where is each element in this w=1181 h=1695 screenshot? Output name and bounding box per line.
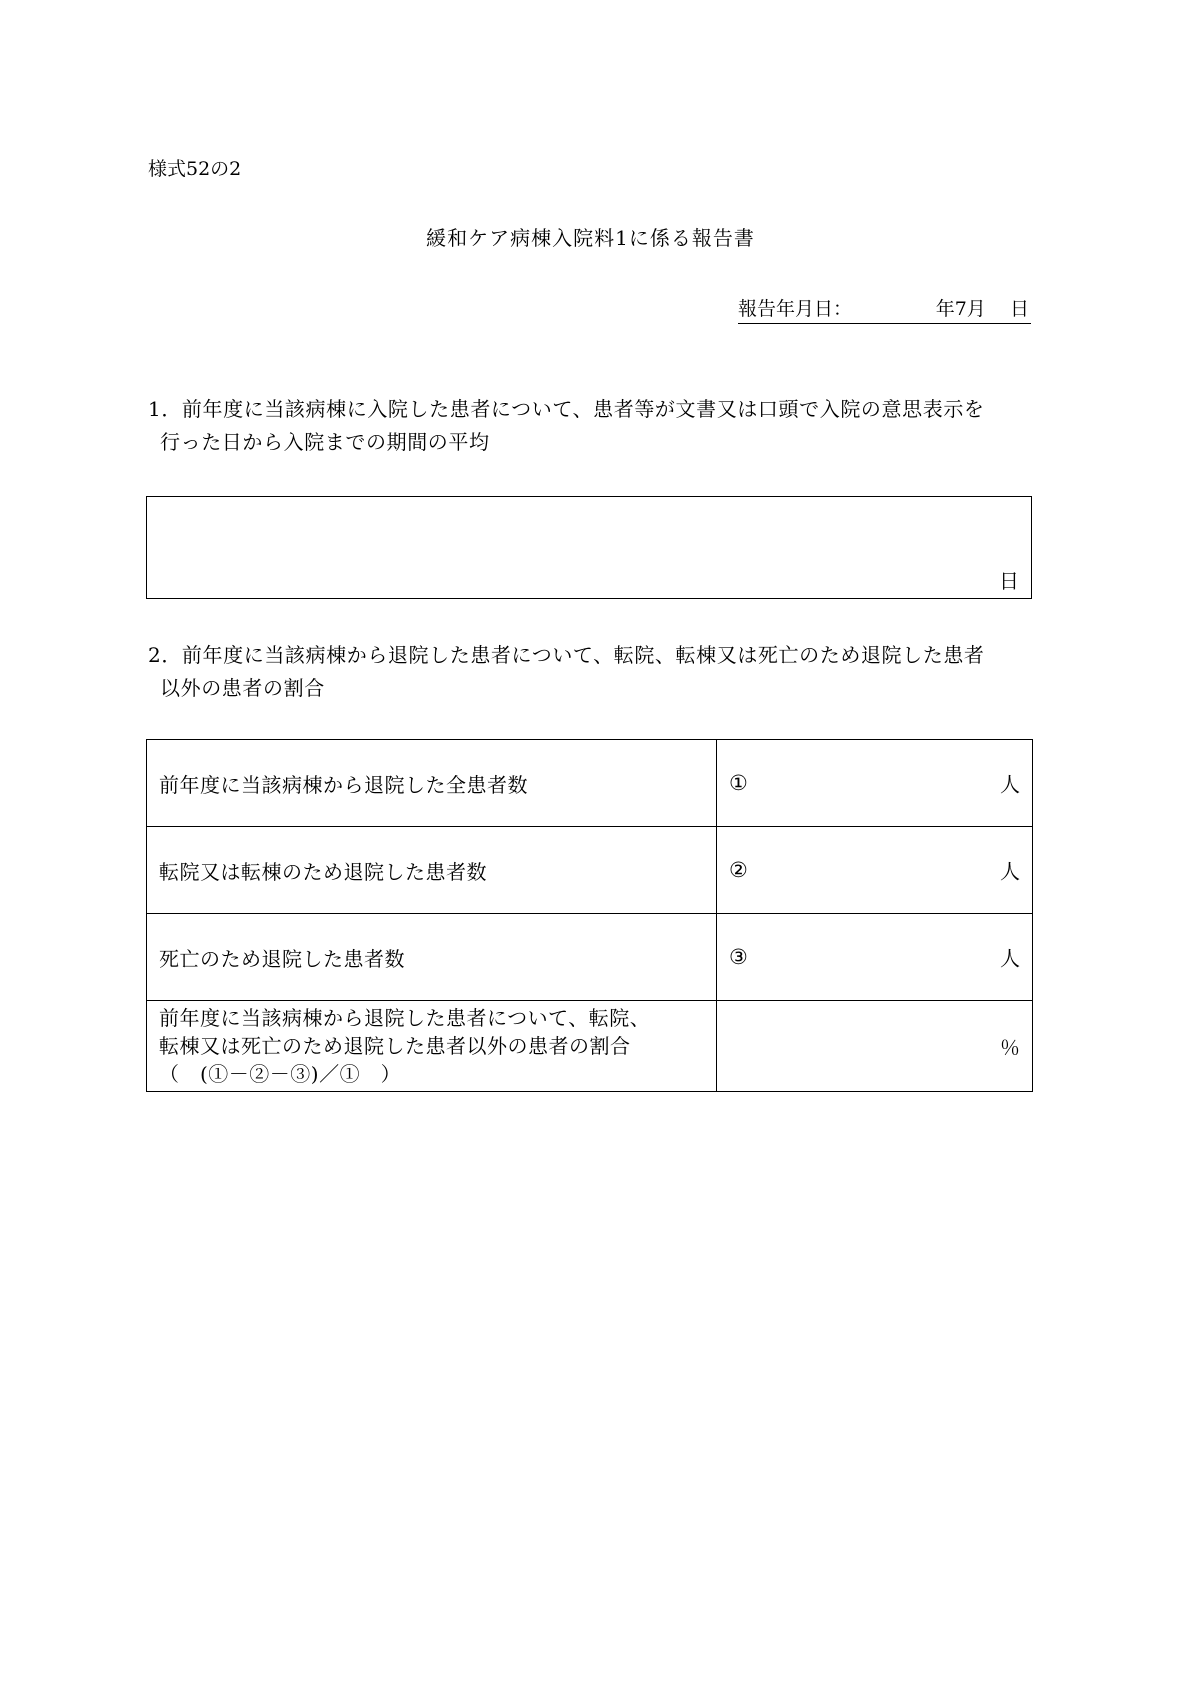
section1-heading [148, 393, 1038, 459]
circled-number: ③ [729, 945, 748, 969]
table-row [147, 740, 1033, 827]
section1-answer-box[interactable] [146, 496, 1032, 599]
ratio-label-line1: 前年度に当該病棟から退院した患者について、転院、 [159, 1006, 651, 1030]
report-date-day: 日 [1009, 298, 1029, 320]
section2-line1: 2．前年度に当該病棟から退院した患者について、転院、転棟又は死亡のため退院した患者 [148, 643, 985, 667]
table-row-ratio [147, 1001, 1033, 1092]
ratio-unit: ％ [1000, 1035, 1020, 1060]
report-date-value [936, 294, 1031, 321]
row-unit: 人 [1000, 859, 1020, 884]
section2-heading [148, 639, 1038, 705]
row-value-cell[interactable] [717, 914, 1033, 1001]
circled-number: ② [729, 858, 748, 882]
report-date [738, 294, 1031, 324]
report-date-month: 年7月 [935, 298, 986, 320]
row-label: 転院又は転棟のため退院した患者数 [147, 827, 717, 914]
ratio-value-cell[interactable] [717, 1001, 1033, 1092]
ratio-label-line2: 転棟又は死亡のため退院した患者以外の患者の割合 [159, 1034, 631, 1058]
section1-line1: 1．前年度に当該病棟に入院した患者について、患者等が文書又は口頭で入院の意思表示を [148, 397, 985, 421]
section2-line2: 以外の患者の割合 [160, 676, 325, 700]
section1-unit: 日 [999, 569, 1019, 593]
row-label: 前年度に当該病棟から退院した全患者数 [147, 740, 717, 827]
report-date-label: 報告年月日： [738, 298, 853, 320]
row-unit: 人 [1000, 946, 1020, 971]
ratio-formula: （ (①－②－③)／① ） [159, 1062, 402, 1086]
circled-number: ① [729, 771, 748, 795]
table-row [147, 827, 1033, 914]
row-unit: 人 [1000, 772, 1020, 797]
table-row [147, 914, 1033, 1001]
document-title: 緩和ケア病棟入院料1に係る報告書 [426, 226, 755, 250]
section1-line2: 行った日から入院までの期間の平均 [160, 430, 490, 454]
form-id: 様式52の2 [148, 158, 242, 180]
section2-table [146, 739, 1033, 1092]
row-value-cell[interactable] [717, 827, 1033, 914]
row-value-cell[interactable] [717, 740, 1033, 827]
ratio-label [147, 1001, 717, 1092]
row-label: 死亡のため退院した患者数 [147, 914, 717, 1001]
